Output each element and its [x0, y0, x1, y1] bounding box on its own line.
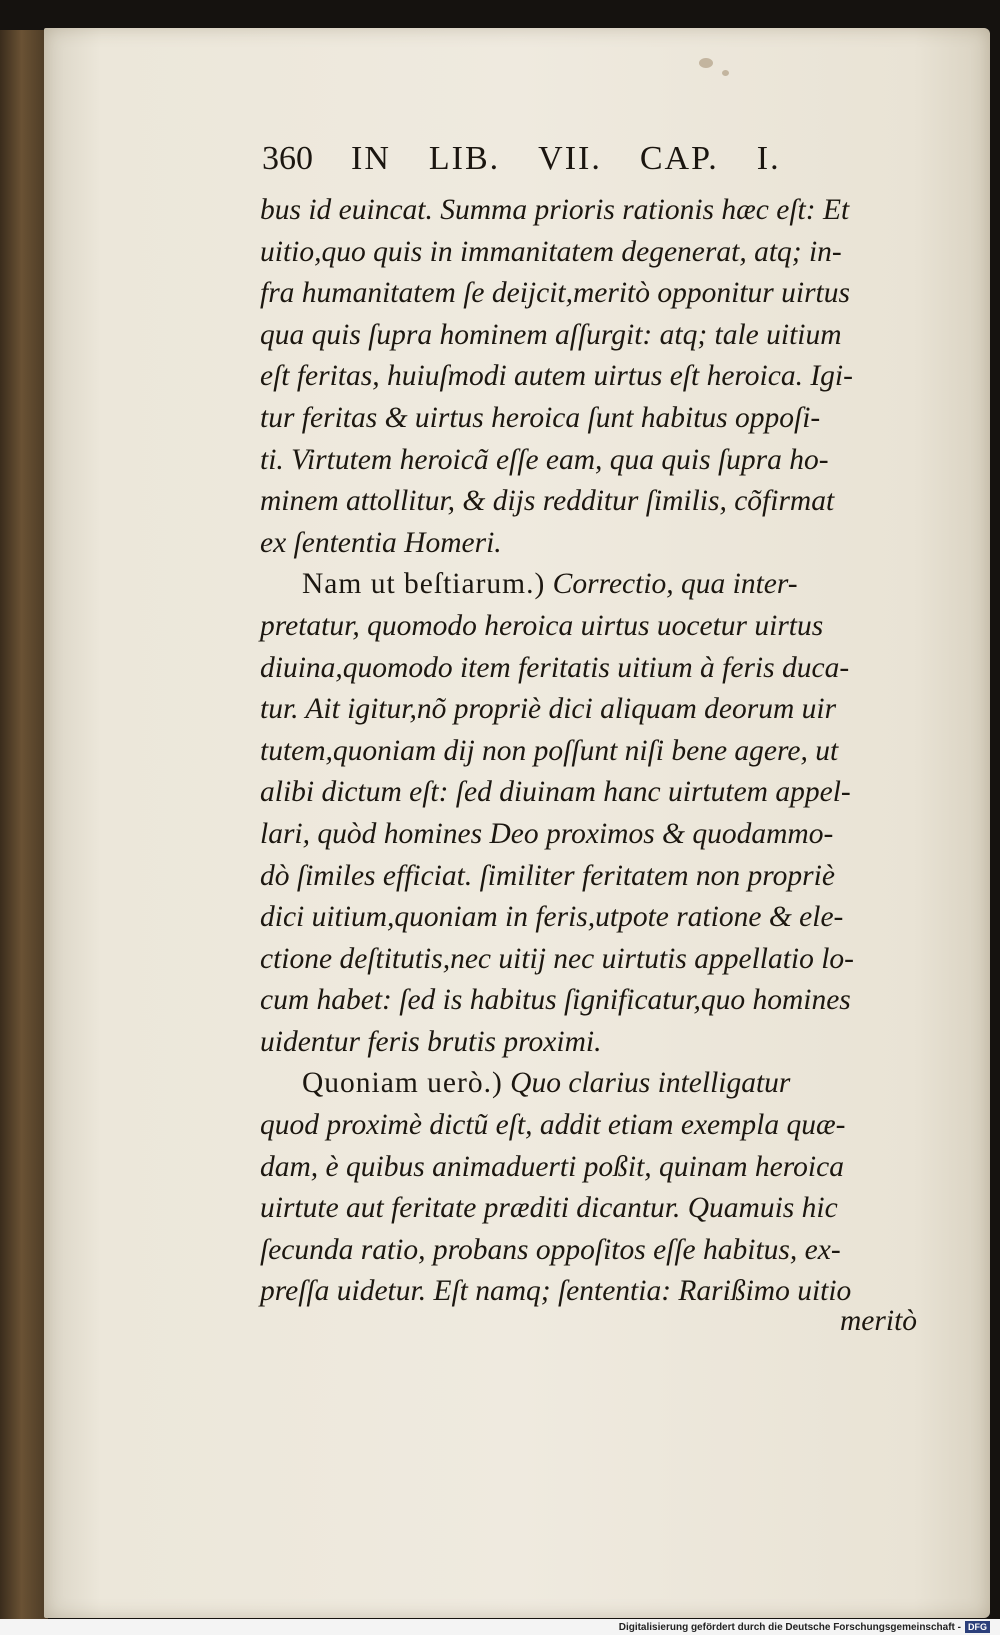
- text-line: [260, 1105, 920, 1147]
- line-text: ex ſententia Homeri.: [260, 526, 502, 559]
- text-line: [260, 897, 920, 939]
- line-text: preſſa uidetur. Eſt namq; ſententia: Rarißimo uitio: [260, 1275, 852, 1308]
- digitization-footer: [0, 1619, 1000, 1635]
- ink-smudge: [722, 70, 729, 76]
- lemma: Quoniam uerò.): [302, 1067, 503, 1100]
- text-line: [260, 814, 920, 856]
- text-line: [260, 273, 920, 315]
- line-text: qua quis ſupra hominem aſſurgit: atq; tale uitium: [260, 318, 842, 351]
- text-line: [260, 1188, 920, 1230]
- running-head-word: LIB.: [428, 140, 501, 177]
- text-line: [260, 648, 920, 690]
- dfg-logo: DFG: [965, 1621, 990, 1633]
- line-text: ctione deſtitutis,nec uitij nec uirtutis appellatio lo-: [260, 942, 855, 975]
- text-line: [260, 772, 920, 814]
- text-line: [260, 523, 920, 565]
- line-text: bus id euincat. Summa prioris rationis hæc eſt: Et: [260, 194, 850, 226]
- line-text: alibi dictum eſt: ſed diuinam hanc uirtutem appel-: [260, 776, 851, 809]
- running-head-word: IN: [351, 140, 391, 177]
- text-line: [260, 1271, 920, 1313]
- text-line: [260, 440, 920, 482]
- text-line: [260, 689, 920, 731]
- text-line: [260, 856, 920, 898]
- running-head-word: I.: [756, 140, 781, 177]
- ink-smudge: [699, 58, 713, 68]
- text-line: [260, 1147, 920, 1189]
- text-line: [260, 606, 920, 648]
- running-head-word: CAP.: [639, 140, 719, 177]
- line-text: diuina,quomodo item feritatis uitium à feris duca-: [260, 651, 850, 684]
- line-text: uitio,quo quis in immanitatem degenerat, atq; in-: [260, 235, 842, 268]
- line-text: cum habet: ſed is habitus ſignificatur,quo homines: [260, 984, 851, 1017]
- book-spine: [0, 30, 48, 1620]
- running-head-word: VII.: [538, 140, 602, 177]
- line-text: pretatur, quomodo heroica uirtus uocetur uirtus: [260, 609, 824, 642]
- line-text: dò ſimiles efficiat. ſimiliter feritatem non propriè: [260, 859, 835, 892]
- text-line: [260, 1230, 920, 1272]
- line-text: uidentur feris brutis proximi.: [260, 1025, 602, 1058]
- line-text: tur. Ait igitur,nõ propriè dici aliquam deorum uir: [260, 693, 837, 726]
- text-line: [260, 232, 920, 274]
- text-line: [260, 356, 920, 398]
- line-text: dam, è quibus animaduerti poßit, quinam heroica: [260, 1150, 844, 1183]
- running-head: [262, 140, 882, 178]
- page-number: 360: [262, 140, 313, 177]
- catchword: meritò: [840, 1305, 918, 1337]
- lemma-line: [260, 564, 920, 606]
- line-text: fra humanitatem ſe deijcit,meritò opponitur uirtus: [260, 277, 850, 310]
- text-line: [260, 939, 920, 981]
- text-line: [260, 398, 920, 440]
- line-text: dici uitium,quoniam in feris,utpote ratione & ele-: [260, 901, 844, 934]
- line-text: minem attollitur, & dijs redditur ſimilis, cõfirmat: [260, 485, 835, 518]
- line-text: uirtute aut feritate præditi dicantur. Quamuis hic: [260, 1192, 838, 1225]
- line-text: lari, quòd homines Deo proximos & quodammo-: [260, 817, 834, 850]
- line-text: ti. Virtutem heroicã eſſe eam, qua quis ſupra ho-: [260, 443, 829, 476]
- line-text: ſecunda ratio, probans oppoſitos eſſe habitus, ex-: [260, 1233, 841, 1266]
- line-text: Correctio, qua inter-: [545, 568, 798, 601]
- funding-credit: Digitalisierung gefördert durch die Deutsche Forschungsgemeinschaft -: [618, 1621, 961, 1633]
- lemma-line: [260, 1063, 920, 1105]
- lemma: Nam ut beſtiarum.): [302, 568, 546, 601]
- body-text: [260, 190, 920, 1313]
- line-text: tutem,quoniam dij non poſſunt niſi bene agere, ut: [260, 734, 839, 767]
- text-line: [260, 190, 920, 232]
- line-text: eſt feritas, huiuſmodi autem uirtus eſt heroica. Igi-: [260, 360, 853, 393]
- line-text: Quo clarius intelligatur: [502, 1067, 791, 1100]
- text-line: [260, 731, 920, 773]
- text-line: [260, 980, 920, 1022]
- text-line: [260, 315, 920, 357]
- line-text: quod proximè dictũ eſt, addit etiam exempla quæ-: [260, 1109, 846, 1142]
- text-line: [260, 481, 920, 523]
- line-text: tur feritas & uirtus heroica ſunt habitus oppoſi-: [260, 401, 821, 434]
- text-line: [260, 1022, 920, 1064]
